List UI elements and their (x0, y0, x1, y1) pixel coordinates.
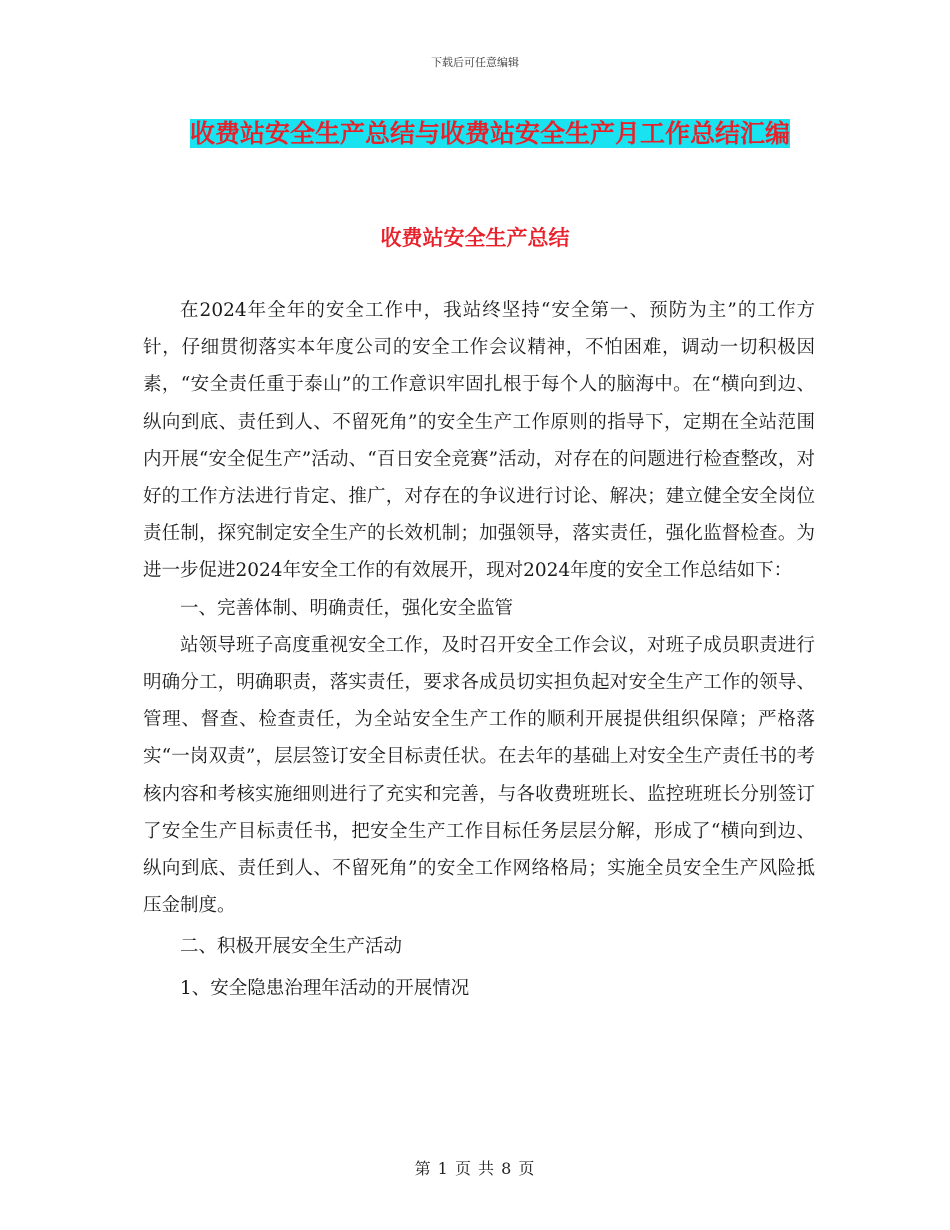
heading-section-2: 二、积极开展安全生产活动 (180, 936, 403, 958)
heading-subsection-1: 1、安全隐患治理年活动的开展情况 (180, 977, 470, 999)
heading-section-1: 一、完善体制、明确责任，强化安全监管 (180, 597, 514, 619)
document-title (140, 112, 840, 156)
paragraph-section-1: 站领导班子高度重视安全工作，及时召开安全工作会议，对班子成员职责进行明确分工，明确职责，落实责任，要求各成员切实担负起对安全生产工作的领导、管理、督查、检查责任，为全站安全生产工作的顺利开展提供组织保障；严格落实“一岗双责”，层层签订安全目标责任状。在去年的基础上对安全生产责任书的考核内容和考核实施细则进行了充实和完善，与各收费班班长、监控班班长分别签订了安全生产目标责任书，把安全生产工作目标任务层层分解，形成了“横向到边、纵向到底、责任到人、不留死角”的安全工作网络格局；实施全员安全生产风险抵压金制度。 (143, 634, 815, 917)
header-note: 下载后可任意编辑 (431, 56, 519, 69)
paragraph-intro: 在2024年全年的安全工作中，我站终坚持“安全第一、预防为主”的工作方针，仔细贯彻落实本年度公司的安全工作会议精神，不怕困难，调动一切积极因素，“安全责任重于泰山”的工作意识牢固扎根于每个人的脑海中。在“横向到边、纵向到底、责任到人、不留死角”的安全生产工作原则的指导下，定期在全站范围内开展“安全促生产”活动、“百日安全竞赛”活动，对存在的问题进行检查整改，对好的工作方法进行肯定、推广，对存在的争议进行讨论、解决；建立健全安全岗位责任制，探究制定安全生产的长效机制；加强领导，落实责任，强化监督检查。为进一步促进2024年安全工作的有效展开，现对2024年度的安全工作总结如下： (143, 300, 815, 582)
document-title-text: 收费站安全生产总结与收费站安全生产月工作总结汇编 (189, 119, 790, 148)
document-body (143, 292, 815, 1007)
page-footer: 第 1 页 共 8 页 (414, 1159, 536, 1178)
section-title: 收费站安全生产总结 (380, 226, 570, 250)
